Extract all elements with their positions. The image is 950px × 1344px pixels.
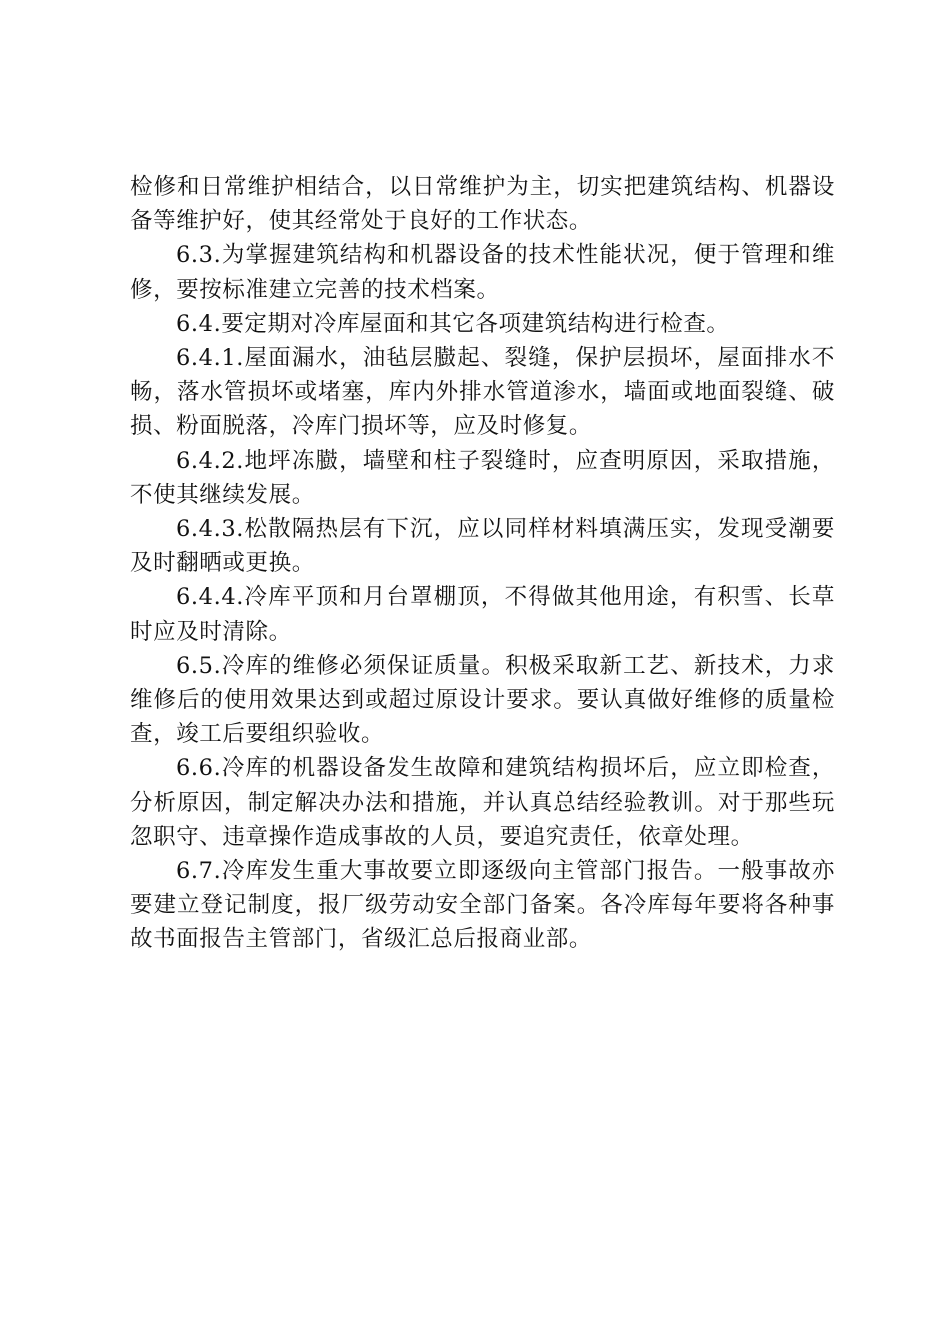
paragraph-6-7: 6.7.冷库发生重大事故要立即逐级向主管部门报告。一般事故亦要建立登记制度，报厂级劳动安全部门备案。各冷库每年要将各种事故书面报告主管部门，省级汇总后报商业部。 bbox=[130, 858, 835, 953]
paragraph-6-4-4: 6.4.4.冷库平顶和月台罩棚顶，不得做其他用途，有积雪、长草时应及时清除。 bbox=[130, 584, 835, 645]
paragraph-6-3: 6.3.为掌握建筑结构和机器设备的技术性能状况，便于管理和维修，要按标准建立完善的技术档案。 bbox=[130, 242, 835, 303]
paragraph-6-4-3: 6.4.3.松散隔热层有下沉，应以同样材料填满压实，发现受潮要及时翻晒或更换。 bbox=[130, 516, 835, 577]
paragraph-continuation: 检修和日常维护相结合，以日常维护为主，切实把建筑结构、机器设备等维护好，使其经常处于良好的工作状态。 bbox=[130, 174, 835, 235]
paragraph-6-4: 6.4.要定期对冷库屋面和其它各项建筑结构进行检查。 bbox=[176, 310, 730, 337]
paragraph-6-5: 6.5.冷库的维修必须保证质量。积极采取新工艺、新技术，力求维修后的使用效果达到或超过原设计要求。要认真做好维修的质量检查，竣工后要组织验收。 bbox=[130, 652, 835, 748]
document-body bbox=[130, 170, 835, 957]
paragraph-6-4-1: 6.4.1.屋面漏水，油毡层臌起、裂缝，保护层损坏，屋面排水不畅，落水管损坏或堵塞，库内外排水管道渗水，墙面或地面裂缝、破损、粉面脱落，冷库门损坏等，应及时修复。 bbox=[130, 345, 835, 440]
paragraph-6-4-2: 6.4.2.地坪冻臌，墙壁和柱子裂缝时，应查明原因，采取措施，不使其继续发展。 bbox=[130, 447, 835, 508]
paragraph-6-6: 6.6.冷库的机器设备发生故障和建筑结构损坏后，应立即检查，分析原因，制定解决办法和措施，并认真总结经验教训。对于那些玩忽职守、违章操作造成事故的人员，要追究责任，依章处理。 bbox=[130, 755, 835, 850]
